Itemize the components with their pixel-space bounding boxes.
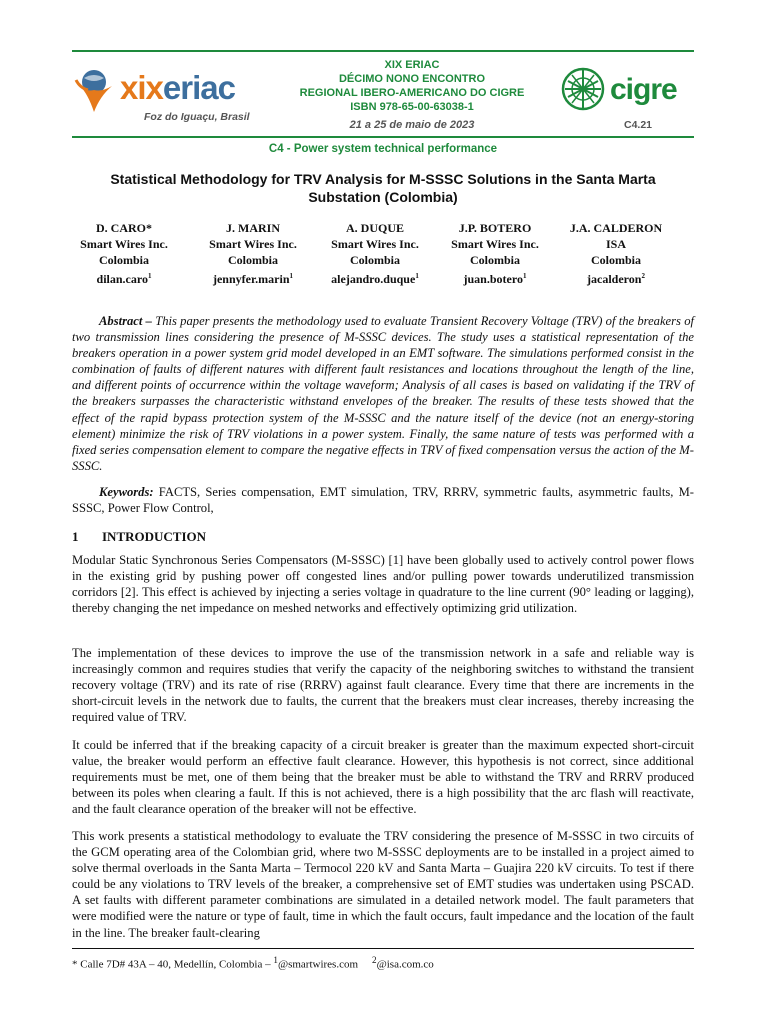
author-email: jacalderon$^2$ xyxy=(587,272,645,286)
author-name: J.P. BOTERO xyxy=(458,221,532,235)
title-line: Statistical Methodology for TRV Analysis for M-SSSC Solutions in the Santa Marta xyxy=(110,171,656,187)
author-org: Smart Wires Inc. xyxy=(80,237,168,251)
author-country: Colombia xyxy=(469,253,520,267)
keywords xyxy=(72,484,694,516)
author-email: alejandro.duque$^1$ xyxy=(331,272,419,286)
author-org: ISA xyxy=(605,237,626,251)
conf-line: ISBN 978-65-00-63038-1 xyxy=(350,101,474,113)
paper-code: C4.21 xyxy=(624,119,653,131)
body-paragraph: It could be inferred that if the breaking capacity of a circuit breaker is greater than the maximum expected short-circuit value, the breaker would perform an effective fault clearance. However, this hypothesis is not correct, since additional requirements must be met, one of them being that the breaker must be able to withstand the TRV and RRRV produced between its poles when clearing a fault. If this is not achieved, there is a high possibility that the arc flash will reactivate, and the fault clearance operation of the breaker will not be effective. xyxy=(72,738,694,817)
section-heading xyxy=(72,529,206,545)
author-block xyxy=(193,220,313,287)
abstract-text: This paper presents the methodology used to evaluate Transient Recovery Voltage (TRV) of the breakers of two transmission lines considering the presence of M-SSSC devices. The study uses a statistical representation of the breakers operation in a power system grid model developed in an EMT software. The simulations performed consist in the combination of faults of different natures with different fault resistances and locations throughout the length of the line, and different points of occurrence within the voltage waveform; Analysis of all cases is based on validating if the TRV of the breakers surpasses the characteristic withstand envelopes of the breaker. The results of these tests showed that the effect of the rapid bypass protection system of the M-SSSC and the nature itself of the device (not an energy-storing element) minimize the risk of TRV violations in a power system. Finally, the same nature of tests was performed with a fixed series compensation element to compare the negative effects in TRV of fixed compensation versus the action of the M-SSSC. xyxy=(72,314,694,473)
cigre-logo xyxy=(560,66,694,114)
footnote-rule xyxy=(72,948,694,949)
author-country: Colombia xyxy=(227,253,278,267)
author-email: dilan.caro$^1$ xyxy=(96,272,152,286)
author-name: D. CARO* xyxy=(96,221,152,235)
author-org: Smart Wires Inc. xyxy=(331,237,419,251)
logo-eriac: eriac xyxy=(162,69,235,106)
conf-line: DÉCIMO NONO ENCONTRO xyxy=(338,73,486,85)
author-block xyxy=(556,220,676,287)
section-title: INTRODUCTION xyxy=(102,529,207,544)
conference-info xyxy=(272,58,552,114)
author-block xyxy=(64,220,184,287)
body-paragraph: The implementation of these devices to improve the use of the transmission network in a safe and reliable way is increasingly common and requires studies that verify the capacity of the neighboring switches to withstand the transient recovery voltage (TRV) and its rate of rise (RRRV) against fault clearance. Every time that there are increments in the short-circuit levels in the network due to faults, the current that the breakers must clear increases, thereby increasing the required value of TRV. xyxy=(72,646,694,725)
footnote: * Calle 7D# 43A – 40, Medellín, Colombia – $^1$@smartwires.com $^2$@isa.com.co xyxy=(72,955,434,971)
body-paragraph: Modular Static Synchronous Series Compensators (M-SSSC) [1] have been globally used to actively control power flows in the existing grid by pushing power off congested lines and/or pulling power towards underutilized transmission corridors [2]. This effect is achieved by injecting a series voltage in quadrature to the line current (90° leading or lagging), thereby changing the net impedance on meshed networks and effectively optimizing grid utilization. xyxy=(72,553,694,616)
keywords-label: Keywords: xyxy=(99,485,154,499)
author-org: Smart Wires Inc. xyxy=(209,237,297,251)
host-city: Foz do Iguaçu, Brasil xyxy=(144,111,250,123)
body-paragraph: This work presents a statistical methodology to evaluate the TRV considering the presence of M-SSSC in two circuits of the GCM operating area of the Colombian grid, where two M-SSSC deployments are to be installed in a project aimed to solve thermal overloads in the Santa Marta – Termocol 220 kV and Santa Marta – Guajira 220 kV circuits. To test if there could be any violations to TRV levels of the breaker, a comprehensive set of EMT studies was undertaken using PSCAD. A set faults with different parameter combinations are simulated in a detailed network model. The fault parameters that were modified were the nature or type of fault, time in which the fault occurs, fault impedance and the location of the fault in the line. The breaker fault-clearing xyxy=(72,829,694,940)
author-block xyxy=(435,220,555,287)
study-committee: C4 - Power system technical performance xyxy=(268,143,498,155)
abstract xyxy=(72,313,694,474)
conference-header xyxy=(72,50,694,138)
author-country: Colombia xyxy=(98,253,149,267)
conf-line: XIX ERIAC xyxy=(384,59,440,71)
author-name: J. MARIN xyxy=(226,221,280,235)
xixeriac-logo xyxy=(74,64,284,114)
author-name: A. DUQUE xyxy=(345,221,404,235)
author-country: Colombia xyxy=(590,253,641,267)
logo-xix: xix xyxy=(120,69,163,106)
author-org: Smart Wires Inc. xyxy=(451,237,539,251)
keywords-text: FACTS, Series compensation, EMT simulation, TRV, RRRV, symmetric faults, asymmetric faults, M-SSSC, Power Flow Control, xyxy=(72,485,694,516)
conference-dates: 21 a 25 de maio de 2023 xyxy=(349,119,475,131)
author-name: J.A. CALDERON xyxy=(569,221,663,235)
logo-wordmark xyxy=(120,68,235,108)
cigre-globe-icon xyxy=(560,66,606,112)
author-email: jennyfer.marin$^1$ xyxy=(212,272,294,286)
globe-icon xyxy=(74,66,118,114)
section-number: 1 xyxy=(72,529,79,544)
title-line: Substation (Colombia) xyxy=(308,189,458,205)
author-block xyxy=(315,220,435,287)
conf-line: REGIONAL IBERO-AMERICANO DO CIGRE xyxy=(299,87,525,99)
author-email: juan.botero$^1$ xyxy=(463,272,527,286)
author-country: Colombia xyxy=(349,253,400,267)
paper-title xyxy=(72,170,694,206)
cigre-wordmark: cigre xyxy=(610,73,677,106)
abstract-label: Abstract – xyxy=(99,314,152,328)
